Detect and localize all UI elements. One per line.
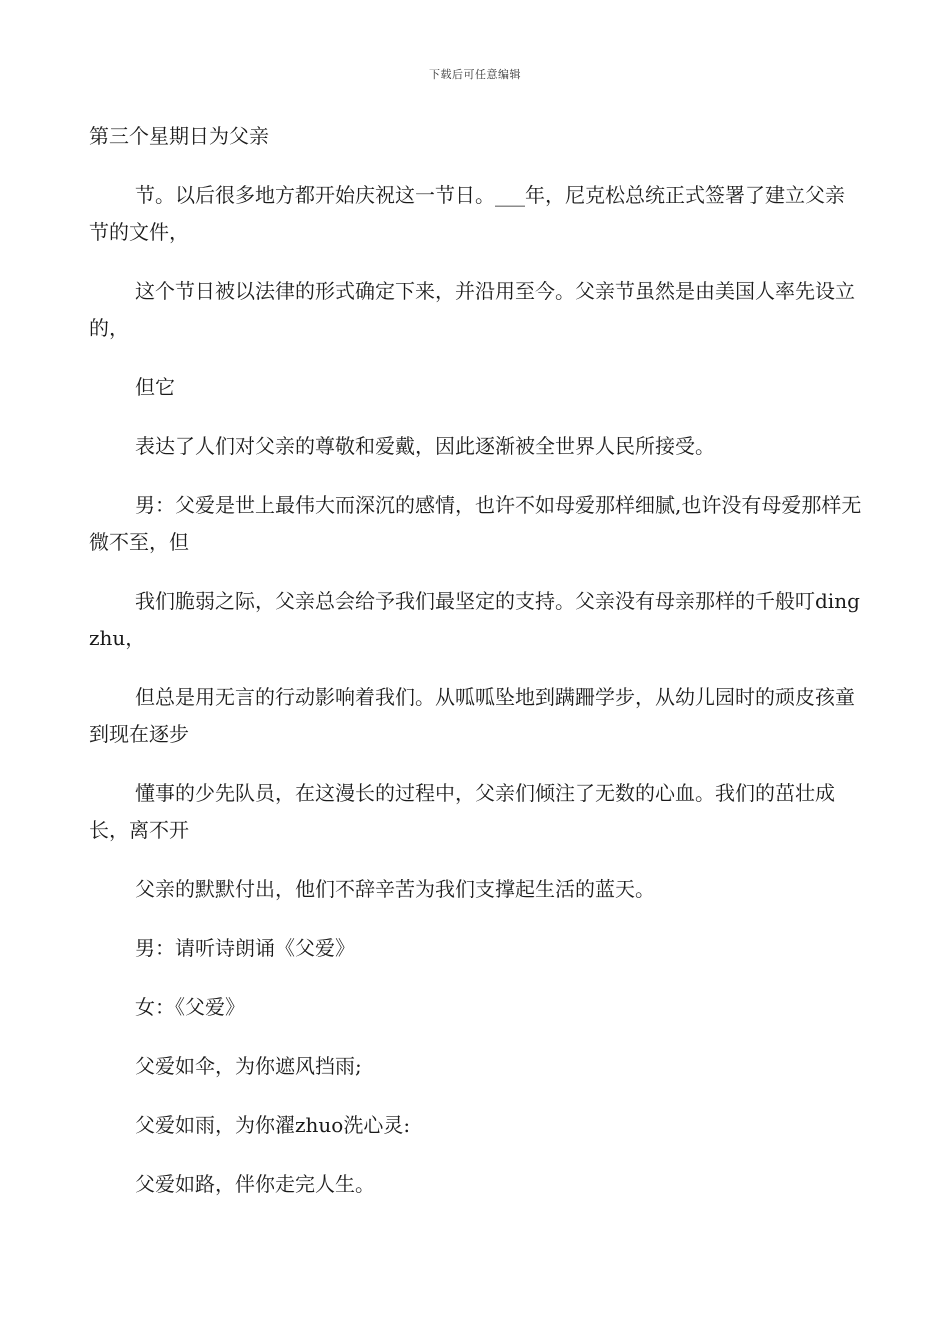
paragraph: 男：请听诗朗诵《父爱》: [135, 936, 355, 960]
paragraph: 但它: [135, 375, 175, 399]
paragraph: 父爱如雨，为你濯zhuo洗心灵:: [135, 1113, 411, 1137]
paragraph: 父亲的默默付出，他们不辞辛苦为我们支撑起生活的蓝天。: [135, 877, 655, 901]
paragraph: 父爱如伞，为你遮风挡雨;: [135, 1054, 362, 1078]
paragraph: 男：父爱是世上最伟大而深沉的感情，也许不如母爱那样细腻,也许没有母爱那样无微不至，但: [89, 493, 862, 554]
paragraph: 节。以后很多地方都开始庆祝这一节日。___年，尼克松总统正式签署了建立父亲节的文件，: [89, 183, 845, 244]
document-body: [89, 118, 864, 1225]
paragraph: 女：《父爱》: [135, 995, 245, 1019]
paragraph: 表达了人们对父亲的尊敬和爱戴，因此逐渐被全世界人民所接受。: [135, 434, 715, 458]
page-header-note: 下载后可任意编辑: [429, 68, 521, 81]
paragraph: 父爱如路，伴你走完人生。: [135, 1172, 375, 1196]
paragraph: 我们脆弱之际，父亲总会给予我们最坚定的支持。父亲没有母亲那样的千般叮dingzhu，: [89, 589, 860, 650]
paragraph: 但总是用无言的行动影响着我们。从呱呱坠地到蹒跚学步，从幼儿园时的顽皮孩童到现在逐步: [89, 685, 855, 746]
paragraph: 懂事的少先队员，在这漫长的过程中，父亲们倾注了无数的心血。我们的茁壮成长，离不开: [89, 781, 835, 842]
paragraph: 这个节日被以法律的形式确定下来，并沿用至今。父亲节虽然是由美国人率先设立的，: [89, 279, 855, 340]
paragraph: 第三个星期日为父亲: [89, 124, 269, 148]
